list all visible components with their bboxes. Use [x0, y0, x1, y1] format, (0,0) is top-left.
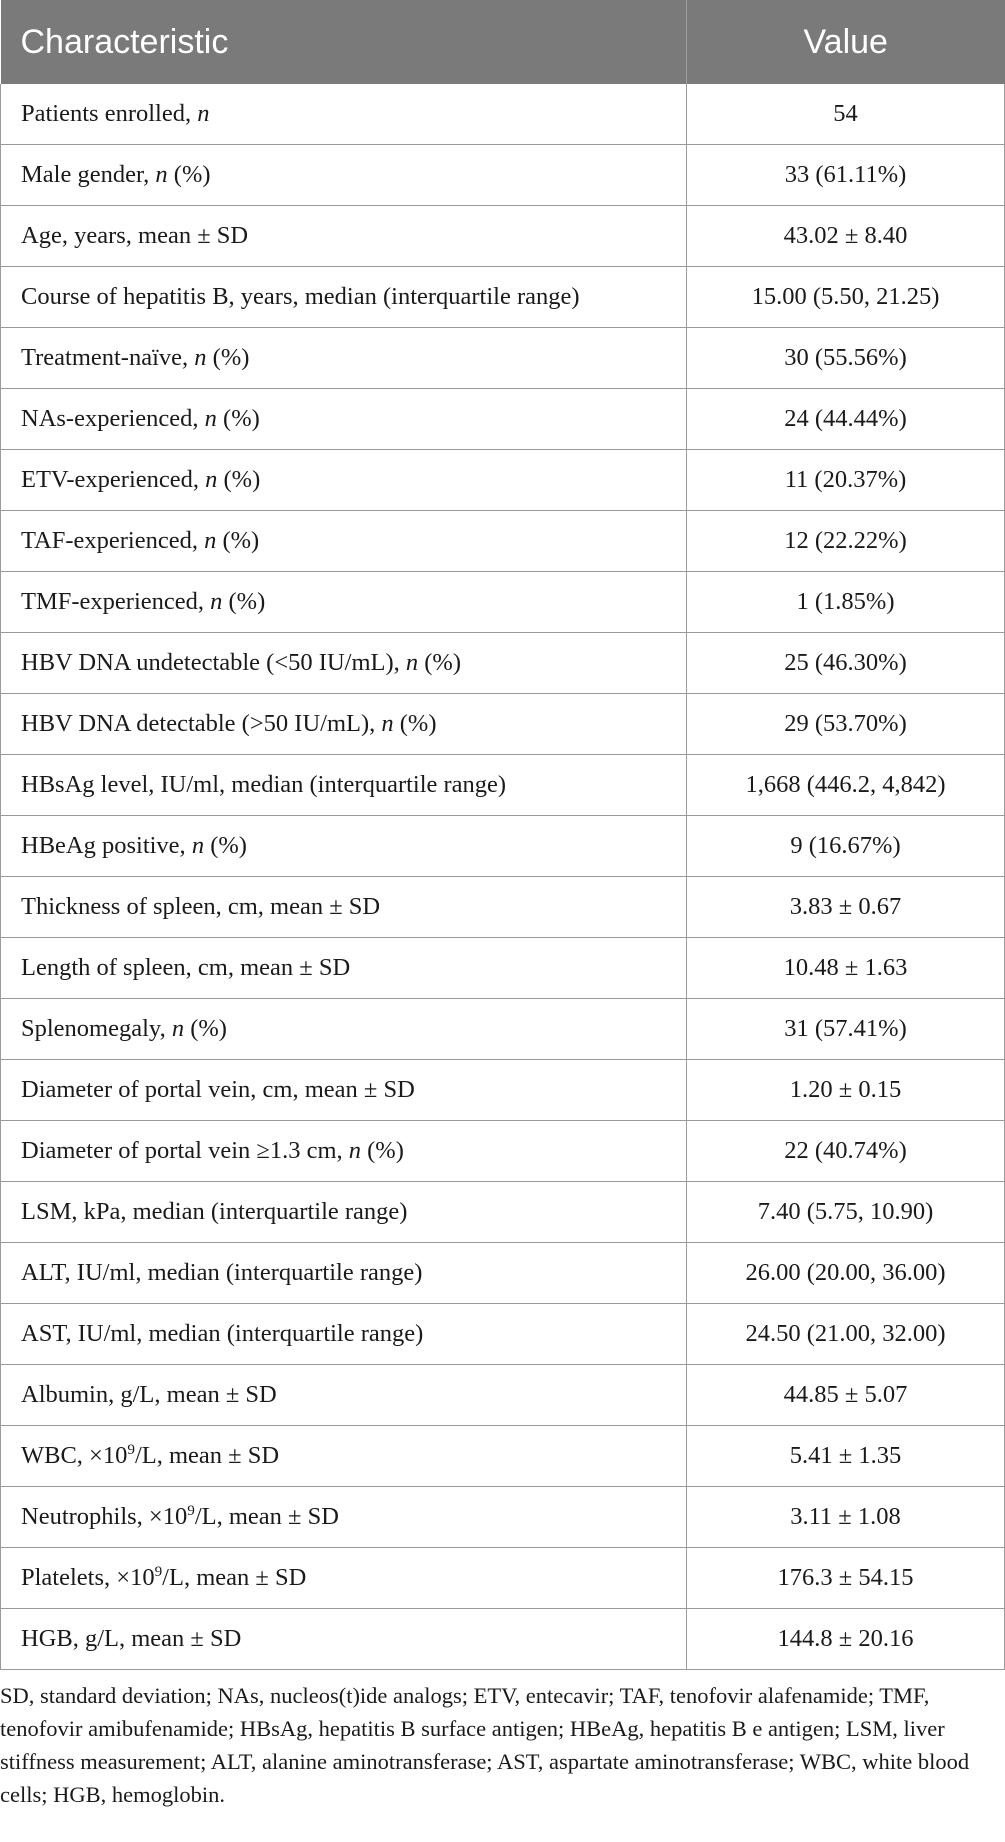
row-label	[1, 999, 687, 1060]
row-label-italic: n	[171, 1015, 185, 1042]
row-label-superscript: 9	[154, 1562, 163, 1580]
table-row	[1, 572, 1005, 633]
row-label-text: ALT, IU/ml, median (interquartile range)	[21, 1259, 423, 1286]
table-row	[1, 1426, 1005, 1487]
row-value: 1.20 ± 0.15	[687, 1060, 1005, 1121]
row-label-text: HBeAg positive,	[21, 832, 192, 859]
row-label-italic: n	[205, 466, 218, 493]
row-value: 1 (1.85%)	[687, 572, 1005, 633]
table-row	[1, 877, 1005, 938]
row-label	[1, 1548, 687, 1609]
row-label-italic: n	[405, 649, 419, 676]
row-label-superscript: 9	[187, 1501, 195, 1519]
table-row	[1, 1182, 1005, 1243]
row-label-italic: n	[204, 527, 217, 554]
row-label	[1, 1304, 687, 1365]
table-row	[1, 816, 1005, 877]
header-value: Value	[687, 0, 1005, 84]
row-label-suffix: (%)	[418, 649, 461, 676]
row-label-italic: n	[204, 405, 217, 432]
row-label-italic: n	[381, 710, 394, 737]
table-row	[1, 1487, 1005, 1548]
row-label-text: ETV-experienced,	[21, 466, 206, 493]
row-label-text: Platelets, ×10	[21, 1564, 155, 1591]
row-label-italic: n	[191, 832, 205, 859]
row-value: 144.8 ± 20.16	[687, 1609, 1005, 1670]
row-label-suffix: (%)	[222, 588, 266, 615]
row-value: 43.02 ± 8.40	[687, 206, 1005, 267]
row-value: 176.3 ± 54.15	[687, 1548, 1005, 1609]
row-value: 3.11 ± 1.08	[687, 1487, 1005, 1548]
row-label	[1, 267, 687, 328]
row-label-italic: n	[348, 1137, 362, 1164]
row-value: 22 (40.74%)	[687, 1121, 1005, 1182]
row-value: 54	[687, 84, 1005, 145]
table-row	[1, 1609, 1005, 1670]
row-value: 5.41 ± 1.35	[687, 1426, 1005, 1487]
row-label-suffix: (%)	[217, 466, 261, 493]
row-label-after: /L, mean ± SD	[194, 1503, 339, 1530]
table-row	[1, 511, 1005, 572]
row-label-text: TAF-experienced,	[21, 527, 205, 554]
row-label-italic: n	[210, 588, 223, 615]
table-row	[1, 84, 1005, 145]
row-label-text: HBV DNA undetectable (<50 IU/mL),	[21, 649, 406, 676]
row-label	[1, 145, 687, 206]
row-value: 29 (53.70%)	[687, 694, 1005, 755]
row-value: 10.48 ± 1.63	[687, 938, 1005, 999]
row-label-text: WBC, ×10	[21, 1442, 128, 1469]
row-label	[1, 1365, 687, 1426]
row-label-suffix: (%)	[167, 161, 211, 188]
row-value: 31 (57.41%)	[687, 999, 1005, 1060]
row-value: 12 (22.22%)	[687, 511, 1005, 572]
row-label	[1, 938, 687, 999]
table-row	[1, 694, 1005, 755]
table-row	[1, 328, 1005, 389]
table-row	[1, 1060, 1005, 1121]
row-value: 24.50 (21.00, 32.00)	[687, 1304, 1005, 1365]
row-label	[1, 816, 687, 877]
row-label	[1, 328, 687, 389]
row-label	[1, 1060, 687, 1121]
row-label	[1, 633, 687, 694]
row-label-text: Course of hepatitis B, years, median (interquartile range)	[21, 283, 580, 310]
row-label	[1, 206, 687, 267]
header-characteristic: Characteristic	[1, 0, 687, 84]
row-value: 7.40 (5.75, 10.90)	[687, 1182, 1005, 1243]
row-label-italic: n	[194, 344, 207, 371]
row-label-after: /L, mean ± SD	[162, 1564, 307, 1591]
row-label-italic: n	[197, 100, 210, 127]
row-label-text: Neutrophils, ×10	[21, 1503, 188, 1530]
table-row	[1, 145, 1005, 206]
row-label-suffix: (%)	[361, 1137, 404, 1164]
table-row	[1, 938, 1005, 999]
row-label	[1, 1487, 687, 1548]
row-label-text: HGB, g/L, mean ± SD	[21, 1625, 242, 1652]
row-label-text: HBsAg level, IU/ml, median (interquartile range)	[21, 771, 507, 798]
row-label	[1, 450, 687, 511]
row-label-text: Male gender,	[21, 161, 156, 188]
table-row	[1, 1548, 1005, 1609]
row-label-text: Splenomegaly,	[21, 1015, 172, 1042]
table-row	[1, 999, 1005, 1060]
row-label	[1, 1121, 687, 1182]
row-label-text: Treatment-naïve,	[21, 344, 195, 371]
table-row	[1, 1304, 1005, 1365]
row-label	[1, 1182, 687, 1243]
row-label-text: Patients enrolled,	[21, 100, 198, 127]
row-label	[1, 694, 687, 755]
row-label-suffix: (%)	[184, 1015, 227, 1042]
row-label-suffix: (%)	[204, 832, 247, 859]
row-value: 30 (55.56%)	[687, 328, 1005, 389]
row-label-suffix: (%)	[393, 710, 437, 737]
table-header-row	[1, 0, 1005, 84]
row-value: 1,668 (446.2, 4,842)	[687, 755, 1005, 816]
row-value: 11 (20.37%)	[687, 450, 1005, 511]
row-label-after: /L, mean ± SD	[134, 1442, 280, 1469]
row-value: 24 (44.44%)	[687, 389, 1005, 450]
row-label	[1, 1609, 687, 1670]
row-label-text: Diameter of portal vein ≥1.3 cm,	[21, 1137, 349, 1164]
table-row	[1, 1365, 1005, 1426]
row-value: 3.83 ± 0.67	[687, 877, 1005, 938]
row-label-text: Diameter of portal vein, cm, mean ± SD	[21, 1076, 415, 1103]
row-label	[1, 511, 687, 572]
row-label-text: Length of spleen, cm, mean ± SD	[21, 954, 351, 981]
row-value: 9 (16.67%)	[687, 816, 1005, 877]
row-label	[1, 755, 687, 816]
row-label-italic: n	[155, 161, 168, 188]
table-row	[1, 1121, 1005, 1182]
table-body	[1, 84, 1005, 1670]
row-label	[1, 572, 687, 633]
table-row	[1, 389, 1005, 450]
table-row	[1, 450, 1005, 511]
row-label-text: TMF-experienced,	[21, 588, 211, 615]
row-label	[1, 1243, 687, 1304]
row-label-text: NAs-experienced,	[21, 405, 205, 432]
table-footnote: SD, standard deviation; NAs, nucleos(t)ide analogs; ETV, entecavir; TAF, tenofovir alafenamide; TMF, tenofovir amibufenamide; HBsAg, hepatitis B surface antigen; HBeAg, hepatitis B e antigen; LSM, liver stiffness measurement; ALT, alanine aminotransferase; AST, aspartate aminotransferase; WBC, white blood cells; HGB, hemoglobin.	[0, 1683, 970, 1807]
row-label	[1, 84, 687, 145]
table-row	[1, 1243, 1005, 1304]
row-value: 15.00 (5.50, 21.25)	[687, 267, 1005, 328]
table-row	[1, 755, 1005, 816]
row-label-suffix: (%)	[216, 527, 260, 554]
row-label	[1, 1426, 687, 1487]
table-row	[1, 206, 1005, 267]
row-value: 33 (61.11%)	[687, 145, 1005, 206]
row-label-suffix: (%)	[216, 405, 260, 432]
row-label-text: HBV DNA detectable (>50 IU/mL),	[21, 710, 382, 737]
row-label-text: Age, years, mean ± SD	[21, 222, 249, 249]
row-label-text: LSM, kPa, median (interquartile range)	[21, 1198, 408, 1225]
row-label-text: Thickness of spleen, cm, mean ± SD	[21, 893, 381, 920]
row-value: 44.85 ± 5.07	[687, 1365, 1005, 1426]
row-label-superscript: 9	[127, 1440, 135, 1458]
row-label	[1, 877, 687, 938]
row-value: 26.00 (20.00, 36.00)	[687, 1243, 1005, 1304]
row-label	[1, 389, 687, 450]
row-label-text: AST, IU/ml, median (interquartile range)	[21, 1320, 424, 1347]
row-label-text: Albumin, g/L, mean ± SD	[21, 1381, 277, 1408]
row-label-suffix: (%)	[206, 344, 250, 371]
row-value: 25 (46.30%)	[687, 633, 1005, 694]
table-row	[1, 633, 1005, 694]
table-row	[1, 267, 1005, 328]
